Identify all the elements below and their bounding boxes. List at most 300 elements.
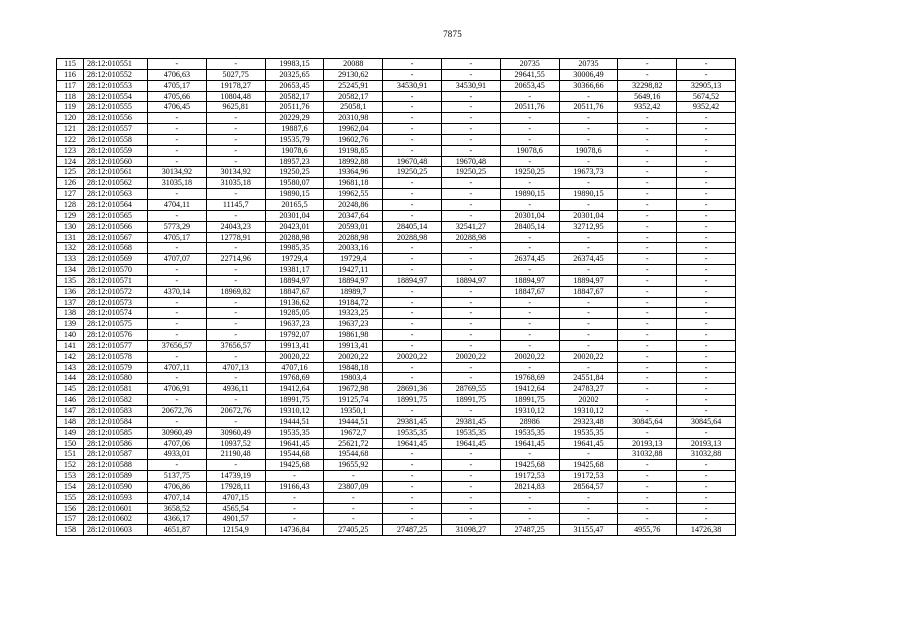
table-row — [57, 481, 736, 492]
value-cell: 19535,35 — [265, 427, 324, 438]
value-cell: 18894,97 — [265, 275, 324, 286]
cadastral-number-cell: 28:12:010593 — [84, 492, 148, 503]
value-cell: - — [559, 232, 618, 243]
value-cell: 19425,68 — [265, 460, 324, 471]
row-number-cell: 119 — [57, 102, 84, 113]
value-cell: 19535,79 — [265, 134, 324, 145]
value-cell: - — [559, 243, 618, 254]
value-cell: 18957,23 — [265, 156, 324, 167]
value-cell: - — [206, 308, 265, 319]
value-cell: - — [148, 416, 207, 427]
table-row — [57, 460, 736, 471]
value-cell: 19729,4 — [265, 254, 324, 265]
row-number-cell: 128 — [57, 199, 84, 210]
value-cell: 19672,7 — [324, 427, 383, 438]
value-cell: - — [265, 514, 324, 525]
value-cell: - — [559, 330, 618, 341]
cadastral-number-cell: 28:12:010574 — [84, 308, 148, 319]
table-row — [57, 373, 736, 384]
row-number-cell: 122 — [57, 134, 84, 145]
value-cell: - — [500, 503, 559, 514]
value-cell: 19673,73 — [559, 167, 618, 178]
value-cell: - — [383, 297, 442, 308]
value-cell: 19672,98 — [324, 384, 383, 395]
row-number-cell: 135 — [57, 275, 84, 286]
value-cell: 4901,57 — [206, 514, 265, 525]
row-number-cell: 155 — [57, 492, 84, 503]
value-cell: - — [148, 395, 207, 406]
value-cell: 37656,57 — [148, 340, 207, 351]
value-cell: - — [324, 514, 383, 525]
row-number-cell: 153 — [57, 471, 84, 482]
value-cell: 20347,64 — [324, 210, 383, 221]
table-row — [57, 297, 736, 308]
value-cell: 28405,14 — [383, 221, 442, 232]
value-cell: - — [383, 145, 442, 156]
cadastral-number-cell: 28:12:010562 — [84, 178, 148, 189]
value-cell: 4707,07 — [148, 254, 207, 265]
value-cell: - — [618, 286, 677, 297]
value-cell: - — [677, 69, 736, 80]
value-cell: 20020,22 — [559, 351, 618, 362]
value-cell: 4707,06 — [148, 438, 207, 449]
value-cell: - — [206, 189, 265, 200]
value-cell: 20288,98 — [324, 232, 383, 243]
value-cell: - — [383, 134, 442, 145]
value-cell: 19602,76 — [324, 134, 383, 145]
table-row — [57, 80, 736, 91]
value-cell: 20020,22 — [265, 351, 324, 362]
value-cell: 4706,45 — [148, 102, 207, 113]
value-cell: 28986 — [500, 416, 559, 427]
value-cell: 4706,86 — [148, 481, 207, 492]
value-cell: - — [383, 91, 442, 102]
value-cell: - — [148, 210, 207, 221]
row-number-cell: 147 — [57, 406, 84, 417]
value-cell: - — [677, 492, 736, 503]
value-cell: 20229,29 — [265, 113, 324, 124]
value-cell: 19637,23 — [324, 319, 383, 330]
value-cell: - — [677, 124, 736, 135]
value-cell: 28769,55 — [441, 384, 500, 395]
value-cell: 24783,27 — [559, 384, 618, 395]
value-cell: 18894,97 — [383, 275, 442, 286]
value-cell: 25245,91 — [324, 80, 383, 91]
value-cell: 19427,11 — [324, 265, 383, 276]
value-cell: - — [206, 265, 265, 276]
cadastral-number-cell: 28:12:010569 — [84, 254, 148, 265]
value-cell: - — [677, 330, 736, 341]
cadastral-number-cell: 28:12:010603 — [84, 525, 148, 536]
value-cell: - — [618, 340, 677, 351]
value-cell: - — [559, 156, 618, 167]
value-cell: - — [618, 232, 677, 243]
cadastral-number-cell: 28:12:010552 — [84, 69, 148, 80]
row-number-cell: 136 — [57, 286, 84, 297]
value-cell: - — [383, 319, 442, 330]
cadastral-number-cell: 28:12:010559 — [84, 145, 148, 156]
value-cell: 4706,91 — [148, 384, 207, 395]
value-cell: - — [206, 243, 265, 254]
value-cell: - — [206, 210, 265, 221]
value-cell: 5674,52 — [677, 91, 736, 102]
value-cell: - — [206, 330, 265, 341]
cadastral-number-cell: 28:12:010567 — [84, 232, 148, 243]
value-cell: - — [677, 319, 736, 330]
cadastral-number-cell: 28:12:010586 — [84, 438, 148, 449]
row-number-cell: 152 — [57, 460, 84, 471]
value-cell: 20511,76 — [265, 102, 324, 113]
row-number-cell: 123 — [57, 145, 84, 156]
value-cell: - — [441, 145, 500, 156]
value-cell: - — [148, 124, 207, 135]
value-cell: 20672,76 — [206, 406, 265, 417]
value-cell: 12778,91 — [206, 232, 265, 243]
value-cell: 31155,47 — [559, 525, 618, 536]
value-cell: - — [618, 308, 677, 319]
value-cell: 18847,67 — [559, 286, 618, 297]
value-cell: - — [559, 308, 618, 319]
value-cell: - — [383, 514, 442, 525]
value-cell: 20735 — [559, 59, 618, 70]
value-cell: 4955,76 — [618, 525, 677, 536]
value-cell: - — [441, 308, 500, 319]
table-row — [57, 308, 736, 319]
value-cell: - — [618, 319, 677, 330]
value-cell: - — [441, 210, 500, 221]
table-row — [57, 178, 736, 189]
row-number-cell: 151 — [57, 449, 84, 460]
value-cell: 19641,45 — [500, 438, 559, 449]
table-row — [57, 59, 736, 70]
value-cell: 20301,04 — [500, 210, 559, 221]
value-cell: - — [383, 362, 442, 373]
value-cell: - — [618, 145, 677, 156]
value-cell: - — [383, 503, 442, 514]
value-cell: 19887,6 — [265, 124, 324, 135]
table-row — [57, 514, 736, 525]
value-cell: - — [206, 124, 265, 135]
value-cell: 19444,51 — [265, 416, 324, 427]
cadastral-number-cell: 28:12:010590 — [84, 481, 148, 492]
value-cell: 20301,04 — [559, 210, 618, 221]
table-row — [57, 492, 736, 503]
value-cell: 14726,38 — [677, 525, 736, 536]
value-cell: 30960,49 — [148, 427, 207, 438]
value-cell: - — [383, 243, 442, 254]
row-number-cell: 131 — [57, 232, 84, 243]
value-cell: - — [677, 178, 736, 189]
value-cell: - — [148, 275, 207, 286]
value-cell: - — [441, 69, 500, 80]
value-cell: - — [500, 362, 559, 373]
value-cell: - — [148, 319, 207, 330]
value-cell: - — [206, 460, 265, 471]
table-row — [57, 232, 736, 243]
value-cell: - — [383, 59, 442, 70]
value-cell: 28405,14 — [500, 221, 559, 232]
value-cell: - — [618, 406, 677, 417]
value-cell: - — [148, 373, 207, 384]
table-row — [57, 416, 736, 427]
value-cell: - — [148, 59, 207, 70]
value-cell: 20301,04 — [265, 210, 324, 221]
value-cell: - — [559, 492, 618, 503]
cadastral-number-cell: 28:12:010576 — [84, 330, 148, 341]
value-cell: - — [441, 460, 500, 471]
value-cell: - — [383, 481, 442, 492]
value-cell: 20582,17 — [265, 91, 324, 102]
value-cell: 5773,29 — [148, 221, 207, 232]
value-cell: - — [324, 471, 383, 482]
value-cell: - — [618, 503, 677, 514]
value-cell: - — [500, 156, 559, 167]
table-row — [57, 406, 736, 417]
cadastral-number-cell: 28:12:010560 — [84, 156, 148, 167]
value-cell: - — [677, 362, 736, 373]
value-cell: 19310,12 — [559, 406, 618, 417]
value-cell: 4370,14 — [148, 286, 207, 297]
cadastral-number-cell: 28:12:010585 — [84, 427, 148, 438]
value-cell: - — [383, 460, 442, 471]
row-number-cell: 126 — [57, 178, 84, 189]
value-cell: - — [206, 416, 265, 427]
table-row — [57, 124, 736, 135]
value-cell: 19310,12 — [265, 406, 324, 417]
row-number-cell: 118 — [57, 91, 84, 102]
cadastral-number-cell: 28:12:010589 — [84, 471, 148, 482]
table-row — [57, 113, 736, 124]
value-cell: - — [383, 265, 442, 276]
row-number-cell: 145 — [57, 384, 84, 395]
cadastral-number-cell: 28:12:010577 — [84, 340, 148, 351]
value-cell: - — [500, 265, 559, 276]
value-cell: - — [677, 167, 736, 178]
value-cell: 19078,6 — [265, 145, 324, 156]
value-cell: 19641,45 — [441, 438, 500, 449]
value-cell: 9352,42 — [677, 102, 736, 113]
cadastral-number-cell: 28:12:010568 — [84, 243, 148, 254]
value-cell: 31035,18 — [148, 178, 207, 189]
cadastral-number-cell: 28:12:010602 — [84, 514, 148, 525]
value-cell: 3658,52 — [148, 503, 207, 514]
value-cell: 4651,87 — [148, 525, 207, 536]
table-row — [57, 254, 736, 265]
page-number: 7875 — [443, 29, 462, 39]
value-cell: 19890,15 — [265, 189, 324, 200]
value-cell: - — [618, 297, 677, 308]
value-cell: 19250,25 — [500, 167, 559, 178]
value-cell: 18894,97 — [500, 275, 559, 286]
value-cell: - — [383, 406, 442, 417]
row-number-cell: 142 — [57, 351, 84, 362]
cadastral-number-cell: 28:12:010580 — [84, 373, 148, 384]
value-cell: 18991,75 — [383, 395, 442, 406]
value-cell: 17928,11 — [206, 481, 265, 492]
row-number-cell: 121 — [57, 124, 84, 135]
value-cell: 27487,25 — [383, 525, 442, 536]
value-cell: 21190,48 — [206, 449, 265, 460]
value-cell: 4366,17 — [148, 514, 207, 525]
value-cell: - — [265, 492, 324, 503]
value-cell: - — [618, 351, 677, 362]
value-cell: 19913,41 — [265, 340, 324, 351]
value-cell: - — [383, 199, 442, 210]
value-cell: - — [500, 297, 559, 308]
row-number-cell: 154 — [57, 481, 84, 492]
value-cell: - — [559, 124, 618, 135]
row-number-cell: 116 — [57, 69, 84, 80]
value-cell: 20653,45 — [500, 80, 559, 91]
value-cell: 19913,41 — [324, 340, 383, 351]
value-cell: 19848,18 — [324, 362, 383, 373]
value-cell: - — [500, 340, 559, 351]
value-cell: 18991,75 — [265, 395, 324, 406]
value-cell: - — [677, 275, 736, 286]
value-cell: 5137,75 — [148, 471, 207, 482]
value-cell: 4707,15 — [206, 492, 265, 503]
value-cell: 19136,62 — [265, 297, 324, 308]
value-cell: - — [324, 492, 383, 503]
value-cell: 19535,35 — [500, 427, 559, 438]
value-cell: 19535,35 — [559, 427, 618, 438]
value-cell: - — [677, 113, 736, 124]
value-cell: 4705,17 — [148, 80, 207, 91]
value-cell: - — [265, 471, 324, 482]
value-cell: - — [677, 481, 736, 492]
row-number-cell: 156 — [57, 503, 84, 514]
value-cell: - — [677, 221, 736, 232]
value-cell: 19962,55 — [324, 189, 383, 200]
value-cell: - — [148, 113, 207, 124]
cadastral-number-cell: 28:12:010563 — [84, 189, 148, 200]
value-cell: 19166,43 — [265, 481, 324, 492]
value-cell: - — [618, 275, 677, 286]
value-cell: 19425,68 — [500, 460, 559, 471]
table-body — [57, 59, 736, 536]
value-cell: - — [206, 156, 265, 167]
value-cell: - — [441, 102, 500, 113]
value-cell: 19670,48 — [383, 156, 442, 167]
value-cell: 20653,45 — [265, 80, 324, 91]
value-cell: - — [500, 492, 559, 503]
value-cell: 4565,54 — [206, 503, 265, 514]
row-number-cell: 158 — [57, 525, 84, 536]
value-cell: - — [677, 471, 736, 482]
value-cell: - — [441, 189, 500, 200]
value-cell: - — [383, 286, 442, 297]
table-row — [57, 243, 736, 254]
row-number-cell: 117 — [57, 80, 84, 91]
value-cell: 29381,45 — [441, 416, 500, 427]
cadastral-number-cell: 28:12:010571 — [84, 275, 148, 286]
cadastral-number-cell: 28:12:010573 — [84, 297, 148, 308]
value-cell: - — [383, 102, 442, 113]
table-row — [57, 265, 736, 276]
value-cell: - — [677, 265, 736, 276]
value-cell: 4705,66 — [148, 91, 207, 102]
row-number-cell: 115 — [57, 59, 84, 70]
value-cell: - — [148, 297, 207, 308]
value-cell: - — [618, 167, 677, 178]
value-cell: 19641,45 — [559, 438, 618, 449]
value-cell: - — [618, 221, 677, 232]
cadastral-number-cell: 28:12:010587 — [84, 449, 148, 460]
value-cell: - — [618, 156, 677, 167]
value-cell: 32905,13 — [677, 80, 736, 91]
value-cell: 29323,48 — [559, 416, 618, 427]
value-cell: 29641,55 — [500, 69, 559, 80]
value-cell: - — [618, 514, 677, 525]
value-cell: - — [383, 210, 442, 221]
row-number-cell: 129 — [57, 210, 84, 221]
value-cell: - — [559, 449, 618, 460]
value-cell: 37656,57 — [206, 340, 265, 351]
value-cell: - — [500, 91, 559, 102]
table-row — [57, 525, 736, 536]
table-row — [57, 145, 736, 156]
value-cell: 24043,23 — [206, 221, 265, 232]
value-cell: - — [441, 471, 500, 482]
row-number-cell: 132 — [57, 243, 84, 254]
value-cell: - — [500, 178, 559, 189]
value-cell: - — [618, 265, 677, 276]
table-row — [57, 351, 736, 362]
value-cell: 20582,17 — [324, 91, 383, 102]
value-cell: - — [383, 254, 442, 265]
value-cell: 19250,25 — [441, 167, 500, 178]
cadastral-number-cell: 28:12:010572 — [84, 286, 148, 297]
value-cell: - — [206, 59, 265, 70]
value-cell: - — [441, 59, 500, 70]
row-number-cell: 120 — [57, 113, 84, 124]
value-cell: 18847,67 — [265, 286, 324, 297]
value-cell: - — [677, 308, 736, 319]
value-cell: - — [677, 232, 736, 243]
value-cell: 9625,81 — [206, 102, 265, 113]
value-cell: - — [559, 178, 618, 189]
value-cell: 31032,88 — [618, 449, 677, 460]
value-cell: - — [559, 362, 618, 373]
value-cell: 20193,13 — [677, 438, 736, 449]
value-cell: 5027,75 — [206, 69, 265, 80]
value-cell: 22714,96 — [206, 254, 265, 265]
value-cell: - — [559, 514, 618, 525]
value-cell: 20288,98 — [383, 232, 442, 243]
cadastral-number-cell: 28:12:010575 — [84, 319, 148, 330]
value-cell: 20288,98 — [441, 232, 500, 243]
value-cell: 19078,6 — [559, 145, 618, 156]
value-cell: - — [559, 297, 618, 308]
value-cell: 31032,88 — [677, 449, 736, 460]
value-cell: - — [148, 134, 207, 145]
value-cell: - — [383, 124, 442, 135]
value-cell: - — [559, 503, 618, 514]
cadastral-number-cell: 28:12:010564 — [84, 199, 148, 210]
table-row — [57, 189, 736, 200]
value-cell: - — [206, 113, 265, 124]
value-cell: 19323,25 — [324, 308, 383, 319]
value-cell: - — [618, 199, 677, 210]
value-cell: - — [677, 395, 736, 406]
table-row — [57, 102, 736, 113]
value-cell: - — [441, 362, 500, 373]
value-cell: - — [441, 265, 500, 276]
value-cell: - — [441, 319, 500, 330]
table-row — [57, 362, 736, 373]
value-cell: 19655,92 — [324, 460, 383, 471]
value-cell: 20020,22 — [383, 351, 442, 362]
